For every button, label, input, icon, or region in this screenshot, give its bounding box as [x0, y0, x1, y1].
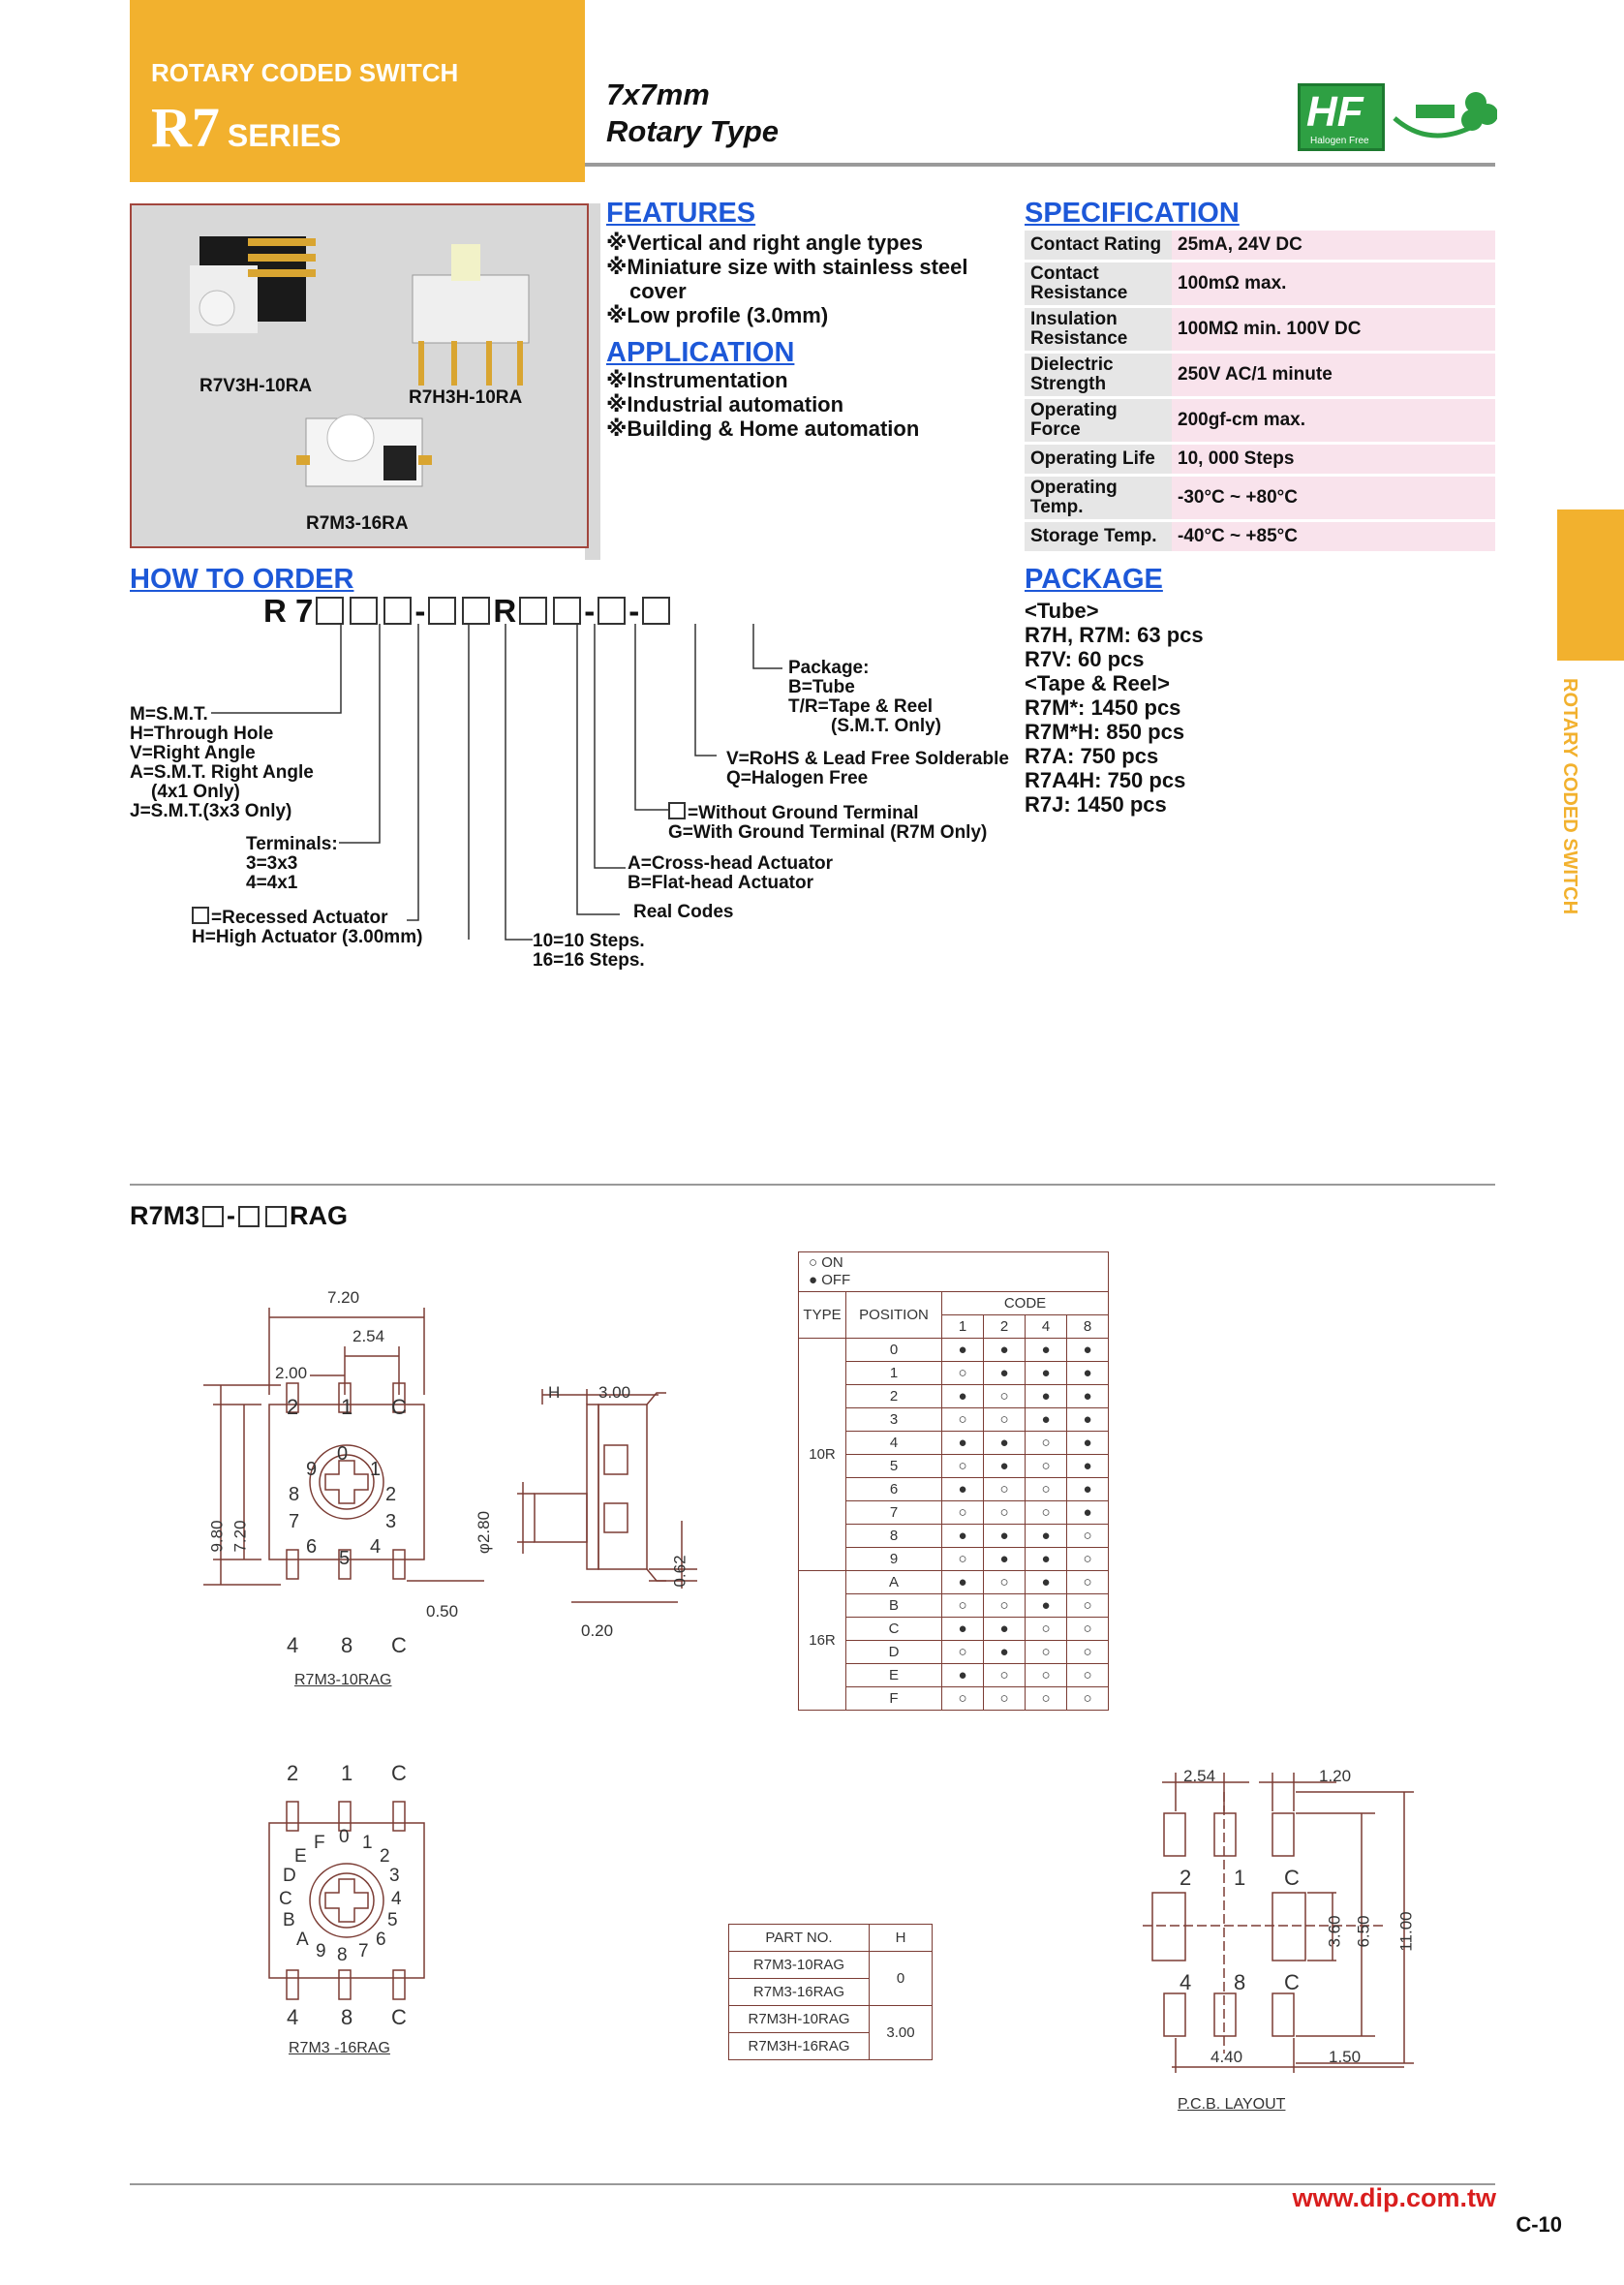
table-row: F ○ ○ ○ ○	[799, 1687, 1109, 1711]
pin-label: 2	[287, 1761, 299, 1785]
dim-label: 7.20	[327, 1288, 360, 1307]
dim-label: 11.00	[1396, 1911, 1416, 1952]
dim-label: 0.62	[670, 1555, 689, 1588]
pcb-pin-label: 2	[1180, 1866, 1192, 1890]
package-list: <Tube> R7H, R7M: 63 pcs R7V: 60 pcs <Tape & Reel> R7M*: 1450 pcs R7M*H: 850 pcs R7A: 750 pcs R7A4H: 750 pcs R7J: 1450 pcs	[1025, 599, 1204, 817]
table-row: R7M3H-16RAG	[729, 2033, 933, 2060]
size-title: 7x7mm	[606, 77, 710, 111]
table-row: 2 ● ○ ● ●	[799, 1385, 1109, 1408]
code-legend-row	[799, 1252, 1109, 1292]
dim-label: 9.80	[207, 1520, 227, 1553]
spec-value: -40°C ~ +85°C	[1172, 521, 1495, 553]
table-row	[729, 1925, 933, 1952]
order-actuator-height: =Recessed Actuator H=High Actuator (3.00mm)	[192, 908, 423, 947]
application-title: APPLICATION	[606, 337, 795, 368]
part-number-table	[728, 1924, 933, 2060]
how-to-order-title: HOW TO ORDER	[130, 564, 354, 595]
table-row: 9 ○ ● ● ○	[799, 1548, 1109, 1571]
spec-value: -30°C ~ +80°C	[1172, 476, 1495, 521]
dial-digit: 8	[337, 1945, 348, 1965]
halogen-free-logo: HF Halogen Free	[1298, 83, 1385, 151]
dim-label: H	[548, 1383, 561, 1402]
dial-digit: 7	[358, 1941, 369, 1961]
pin-label: 4	[287, 1633, 299, 1657]
dim-label: 3.00	[598, 1383, 631, 1402]
dim-label: 6.50	[1354, 1915, 1373, 1948]
dial-digit: 5	[339, 1548, 351, 1569]
pin-label: C	[391, 1633, 407, 1657]
header-code: CODE	[942, 1292, 1109, 1315]
dim-label: φ2.80	[475, 1510, 494, 1555]
table-row: R7M3-10RAG 0	[729, 1952, 933, 1979]
pin-label: 2	[287, 1395, 299, 1419]
drawing-caption: R7M3-10RAG	[294, 1672, 392, 1688]
dial-digit: 3	[389, 1866, 400, 1886]
package-title: PACKAGE	[1025, 564, 1163, 595]
pin-label: C	[391, 1395, 407, 1419]
features-title: FEATURES	[606, 198, 756, 229]
spec-value: 250V AC/1 minute	[1172, 353, 1495, 398]
feature-item: cover	[629, 279, 687, 303]
order-rohs: V=RoHS & Lead Free Solderable Q=Halogen Free	[726, 749, 1009, 788]
application-item: ※Instrumentation	[606, 368, 788, 392]
category-title: ROTARY CODED SWITCH	[151, 58, 459, 87]
table-row: 6 ● ○ ○ ●	[799, 1478, 1109, 1501]
dial-digit: 0	[337, 1443, 349, 1465]
table-row: 3 ○ ○ ● ●	[799, 1408, 1109, 1432]
pin-label: C	[391, 2005, 407, 2029]
table-row: R7M3H-10RAG 3.00	[729, 2006, 933, 2033]
order-ground-terminal: =Without Ground Terminal G=With Ground Terminal (R7M Only)	[668, 803, 988, 843]
table-row: D ○ ● ○ ○	[799, 1641, 1109, 1664]
order-steps: 10=10 Steps. 16=16 Steps.	[533, 931, 645, 971]
dial-digit: D	[283, 1866, 296, 1886]
dial-digit: 6	[376, 1930, 386, 1950]
spec-value: 10, 000 Steps	[1172, 444, 1495, 476]
top-view-10-drawing	[194, 1279, 484, 1685]
legend-on: ○ ON	[809, 1254, 843, 1271]
feature-item: ※Vertical and right angle types	[606, 231, 924, 255]
dial-digit: 4	[370, 1536, 382, 1558]
table-row: E ● ○ ○ ○	[799, 1664, 1109, 1687]
dial-digit: 1	[370, 1459, 382, 1480]
side-view-drawing	[504, 1375, 697, 1647]
table-row: B ○ ○ ● ○	[799, 1594, 1109, 1618]
website-link[interactable]: www.dip.com.tw	[1292, 2183, 1496, 2212]
table-row: 10R 0 ● ● ● ●	[799, 1339, 1109, 1362]
pcb-pin-label: C	[1284, 1866, 1300, 1890]
dial-digit: A	[296, 1930, 309, 1950]
dial-digit: 3	[385, 1511, 397, 1532]
pin-label: 1	[341, 1395, 353, 1419]
pcb-pin-label: 1	[1234, 1866, 1246, 1890]
table-row: 5 ○ ● ○ ●	[799, 1455, 1109, 1478]
table-row: C ● ● ○ ○	[799, 1618, 1109, 1641]
dial-digit: 9	[316, 1941, 326, 1961]
dial-digit: 7	[289, 1511, 300, 1532]
type-16r: 16R	[799, 1571, 846, 1711]
pin-label: 8	[341, 1633, 353, 1657]
spec-key: Insulation Resistance	[1025, 307, 1172, 353]
bit-header: 8	[1067, 1315, 1109, 1339]
drawing-caption: R7M3 -16RAG	[289, 2040, 390, 2056]
spec-value: 100mΩ max.	[1172, 262, 1495, 307]
photo-label: R7V3H-10RA	[199, 376, 313, 396]
photo-label: R7H3H-10RA	[409, 387, 523, 408]
table-row: 16R A ● ○ ● ○	[799, 1571, 1109, 1594]
feature-item: ※Low profile (3.0mm)	[606, 303, 829, 327]
pcb-pin-label: C	[1284, 1970, 1300, 1994]
dial-digit: 9	[306, 1459, 318, 1480]
spec-key: Dielectric Strength	[1025, 353, 1172, 398]
order-mount-options: M=S.M.T. H=Through Hole V=Right Angle A=S.M.T. Right Angle (4x1 Only) J=S.M.T.(3x3 Only)	[130, 704, 314, 821]
dial-digit: 0	[339, 1827, 350, 1847]
header-h: H	[870, 1925, 933, 1952]
header-position: POSITION	[846, 1292, 942, 1339]
pcb-layout-drawing	[1143, 1763, 1433, 2073]
dial-digit: 6	[306, 1536, 318, 1558]
dial-digit: E	[294, 1846, 307, 1867]
spec-value: 100MΩ min. 100V DC	[1172, 307, 1495, 353]
order-head-type: A=Cross-head Actuator B=Flat-head Actuator	[628, 853, 834, 893]
bit-header: 2	[984, 1315, 1026, 1339]
series-title: R7 SERIES	[151, 96, 342, 159]
dim-label: 7.20	[230, 1520, 250, 1553]
order-code: R 7 - R - -	[263, 593, 673, 630]
type-title: Rotary Type	[606, 114, 780, 148]
pcb-pin-label: 8	[1234, 1970, 1246, 1994]
spec-key: Operating Temp.	[1025, 476, 1172, 521]
pin-label: C	[391, 1761, 407, 1785]
table-row: 7 ○ ○ ○ ●	[799, 1501, 1109, 1525]
spec-key: Contact Rating	[1025, 231, 1172, 262]
pin-label: 8	[341, 2005, 353, 2029]
dial-digit: 5	[387, 1910, 398, 1930]
spec-value: 25mA, 24V DC	[1172, 231, 1495, 262]
spec-key: Operating Force	[1025, 398, 1172, 444]
photo-label: R7M3-16RA	[306, 513, 409, 534]
section-divider	[130, 1184, 1495, 1186]
pcb-caption: P.C.B. LAYOUT	[1178, 2096, 1286, 2113]
header-part-no: PART NO.	[729, 1925, 870, 1952]
table-row: 1 ○ ● ● ●	[799, 1362, 1109, 1385]
dial-digit: 4	[391, 1889, 402, 1909]
pin-label: 4	[287, 2005, 299, 2029]
dim-label: 2.00	[275, 1364, 308, 1382]
order-terminals: Terminals: 3=3x3 4=4x1	[246, 834, 338, 893]
side-tab-label: ROTARY CODED SWITCH	[1559, 678, 1580, 915]
dial-digit: 2	[385, 1484, 397, 1505]
table-row: R7M3-16RAG	[729, 1979, 933, 2006]
dim-label: 4.40	[1210, 2048, 1243, 2066]
code-table	[798, 1251, 1109, 1711]
dial-digit: 8	[289, 1484, 300, 1505]
dial-digit: 1	[362, 1833, 373, 1853]
specification-title: SPECIFICATION	[1025, 198, 1240, 229]
spec-key: Operating Life	[1025, 444, 1172, 476]
pcb-pin-label: 4	[1180, 1970, 1192, 1994]
header-type: TYPE	[799, 1292, 846, 1339]
spec-key: Storage Temp.	[1025, 521, 1172, 553]
bit-header: 1	[942, 1315, 984, 1339]
dim-label: 2.54	[352, 1327, 385, 1345]
drawing-title: R7M3 - RAG	[130, 1201, 349, 1230]
dial-digit: C	[279, 1889, 292, 1909]
dim-label: 0.20	[581, 1621, 614, 1640]
order-package: Package: B=Tube T/R=Tape & Reel (S.M.T. Only)	[788, 658, 941, 736]
bit-header: 4	[1026, 1315, 1067, 1339]
pin-label: 1	[341, 1761, 353, 1785]
page-number: C-10	[1516, 2212, 1562, 2237]
feature-item: ※Miniature size with stainless steel	[606, 255, 968, 279]
spec-key: Contact Resistance	[1025, 262, 1172, 307]
table-row: 4 ● ● ○ ●	[799, 1432, 1109, 1455]
order-real-codes: Real Codes	[633, 902, 734, 922]
dim-label: 2.54	[1183, 1767, 1216, 1785]
application-item: ※Industrial automation	[606, 392, 844, 417]
dim-label: 3.60	[1325, 1915, 1344, 1948]
dial-digit: F	[314, 1833, 325, 1853]
dial-digit: B	[283, 1910, 295, 1930]
dim-label: 1.20	[1319, 1767, 1352, 1785]
table-row: 8 ● ● ● ○	[799, 1525, 1109, 1548]
spec-value: 200gf-cm max.	[1172, 398, 1495, 444]
application-item: ※Building & Home automation	[606, 417, 920, 441]
type-10r: 10R	[799, 1339, 846, 1571]
footer-rule	[130, 2183, 1495, 2185]
dial-digit: 2	[380, 1846, 390, 1867]
dim-label: 1.50	[1329, 2048, 1362, 2066]
legend-off: ● OFF	[809, 1272, 851, 1288]
dim-label: 0.50	[426, 1602, 459, 1621]
